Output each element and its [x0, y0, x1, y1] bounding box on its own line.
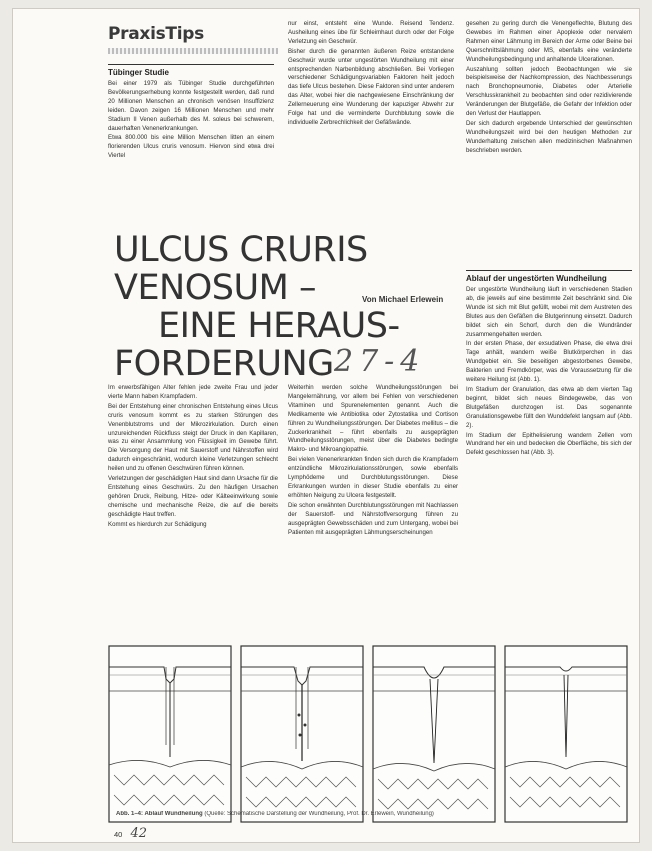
figure-caption-text: (Quelle: Schematische Darstellung der Wundheilung, Prof. Dr. Erlewein, Wundheilung) [204, 811, 434, 817]
title-line: ULCUS CRURIS [114, 230, 368, 270]
box-paragraph: Der ungestörte Wundheilung läuft in verschiedenen Stadien ab, die jeweils auf eine bestimmte Zeit beschränkt sind. Die Wunde ist sich mit Blut gefüllt, wobei mit dem Austreten des Blutes aus den Gefäßen die Blutgerinnung einsetzt. Dadurch bildet sich ein Schorf, durch den die Wundränder zusammengehalten werden. [466, 286, 632, 338]
body-paragraph: Auszahlung sollten jedoch Beobachtungen wie sie beispielsweise der Nachkompression, des Nachbesserungs nach Bronchopneumonie, Diabetes oder Arterielle Verschlusskrankheit zu beobachten sind oder rezidivierende Veränderungen der Blutgefäße, die Gefahr der Infektion oder den Verlust der Hautlappen. [466, 65, 632, 118]
sidebar-heading: Tübinger Studie [108, 64, 274, 78]
author-byline: Von Michael Erlewein [362, 295, 444, 304]
article-title [114, 231, 494, 383]
body-paragraph: Die schon erwähnten Durchblutungsstörungen mit Nachlassen der Sauerstoff- und Nährstoffversorgung führen zu ausgeprägten Gewebsschäden und zum Untergang, wobei bei Patienten mit ausgeprägten Lähmungserscheinungen [288, 501, 458, 536]
body-paragraph: Bisher durch die genannten äußeren Reize entstandene Geschwür wurde unter ungestörten Wundheilung mit einer entsprechenden Narbenbildung abschließen. Bei Vorliegen verschiedener Schädigungsvariablen Faktoren heilt jedoch das tiefe Ulcus bestehen. Diese Faktoren sind unter anderem das Alter, wobei hier die nachgewiesene Einschränkung der Zellerneuerung eine Wunderung der kapuziger Abwehr zur Folge hat und die verminderte Durchblutung sowie die individuelle Zerbrechlichkeit der Gefäßwände. [288, 47, 454, 126]
wound-healing-box [466, 270, 632, 634]
box-heading: Ablauf der ungestörten Wundheilung [466, 270, 632, 284]
title-line: EINE HERAUS- [158, 306, 400, 346]
magazine-page [12, 8, 640, 843]
body-paragraph: Im erwerbsfähigen Alter fehlen jede zweite Frau und jeder vierte Mann haben Krampfadern. [108, 384, 278, 400]
figure-1-illustration [108, 645, 232, 823]
title-line: FORDERUNG [114, 344, 334, 384]
top-middle-column [288, 20, 454, 220]
body-paragraph: Weiterhin werden solche Wundheilungsstörungen bei Mangelernährung, vor allem bei Fehlen von verschiedenen Vitaminen und Spurenelementen genannt. Auch die Medikamente wie Antibiotika oder Zytostatika und Cortison führen zu Wundheilungsstörungen. Der Diabetes mellitus – die Zuckerkrankheit – führt ebenfalls zu ausgeprägten Wundheilungsstörungen, meist über die Diabetes bedingte Makro- und Mikroangiopathie. [288, 384, 458, 454]
magazine-section-logo: PraxisTips [108, 24, 204, 44]
figure-2-illustration [240, 645, 364, 823]
body-paragraph: nur einst, entsteht eine Wunde. Reisend Tendenz. Ausheilung eines übe für Schleimhaut durch oder der Folge Verletzung ein Geschwür. [288, 20, 454, 45]
box-paragraph: Im Stadium der Granulation, das etwa ab dem vierten Tag beginnt, bildet sich neues Bindegewebe, das von Blutgefäßen durchzogen ist. Das sogenannte Granulationsgewebe füllt den Wunddefekt langsam auf (Abb. 2). [466, 385, 632, 429]
sidebar-box [108, 64, 274, 220]
body-left-column [108, 384, 278, 634]
box-paragraph: Im Stadium der Epithelisierung wandern Zellen vom Wundrand her ein und bedecken die Oberfläche, bis sich der Defekt geschlossen hat (Abb. 3). [466, 431, 632, 457]
figure-3-illustration [372, 645, 496, 823]
figure-caption [116, 811, 626, 817]
handwritten-annotation: 27-4 [334, 344, 426, 379]
title-line: VENOSUM – [114, 268, 316, 308]
body-paragraph: Kommt es hierdurch zur Schädigung [108, 520, 207, 528]
body-paragraph: Bei der Entstehung einer chronischen Entstehung eines Ulcus cruris venosum kommt es zu starken Störungen des Venenblutstroms und der Mikrozirkulation. Durch einen unzureichenden Rückfluss steigt der Druck in den Kapillaren, was zu einer Ansammlung von Flüssigkeit im Gewebe führt. Die Versorgung der Haut mit Sauerstoff und Nährstoffen wird dadurch eingeschränkt, wodurch kleine Verletzungen schlecht heilen und zu offenen Geschwüren führen können. [108, 402, 278, 473]
sidebar-paragraph: Bei einer 1979 als Tübinger Studie durchgeführten Bevölkerungserhebung konnte festgestellt werden, daß rund 20 Millionen Menschen an chronisch venösen Insuffizienz leiden. Davon zeigen 16 Millionen Menschen und mehr Stadium II Venen außerhalb des M. soleus bei schwerem, dauerhaften Venenerkrankungen. [108, 80, 274, 132]
body-paragraph: Bei vielen Venenerkrankten finden sich durch die Krampfadern entzündliche Mikrozirkulationsstörungen, sowie ebenfalls Lymphödeme und Durchblutungsstörungen. Diese Erkrankungen wurden in dieser Studie ebenfalls zu einer erhöhten Neigung zu Ulcera festgestellt. [288, 456, 458, 499]
header-stripe [108, 48, 278, 54]
box-paragraph: In der ersten Phase, der exsudativen Phase, die etwa drei Tage anhält, wandern weiße Blutkörperchen in das Wundgebiet ein. Sie beseitigen abgestorbenes Gewebe, Bakterien und Fremdkörper, was die Voraussetzung für die weitere Heilung ist (Abb. 1). [466, 340, 632, 384]
figure-4-illustration [504, 645, 628, 823]
body-paragraph: gesehen zu gering durch die Venengeflechte, Blutung des Gewebes im Rahmen einer Apoplexie oder nervalem Rahmen einer Lähmung im Bereich der Arme oder Beine bei Querschnittslähmung oder MS, ebenfalls eine veränderte Wundheilungsbedingung und anhaltende Ulcerationen. [466, 20, 632, 63]
page-number: 40 [114, 830, 123, 839]
page-footer [114, 826, 147, 841]
body-paragraph: Verletzungen der geschädigten Haut sind dann Ursache für die Entstehung eines Geschwürs. Zu den häufigen Ursachen gehören Druck, Reibung, Hitze- oder Kälteeinwirkung sowie chemische und mechanische Reize, die auf die bereits geschädigte Haut treffen. [108, 475, 278, 518]
handwritten-page-number: 42 [130, 826, 147, 841]
figure-caption-label: Abb. 1–4: Ablauf Wundheilung [116, 811, 203, 817]
top-right-column [466, 20, 632, 252]
sidebar-paragraph: Etwa 800.000 bis eine Million Menschen litten an einem florierenden Ulcus cruris venosum. Hiervon sind etwa drei Viertel [108, 134, 274, 160]
body-middle-column [288, 384, 458, 634]
body-paragraph: Der sich dadurch ergebende Unterschied der gewünschten Wundheilungszeit wird bei den heutigen Methoden zur Wunderhaltung zwischen allen medizinischen Maßnahmen beschrieben werden. [466, 119, 632, 154]
